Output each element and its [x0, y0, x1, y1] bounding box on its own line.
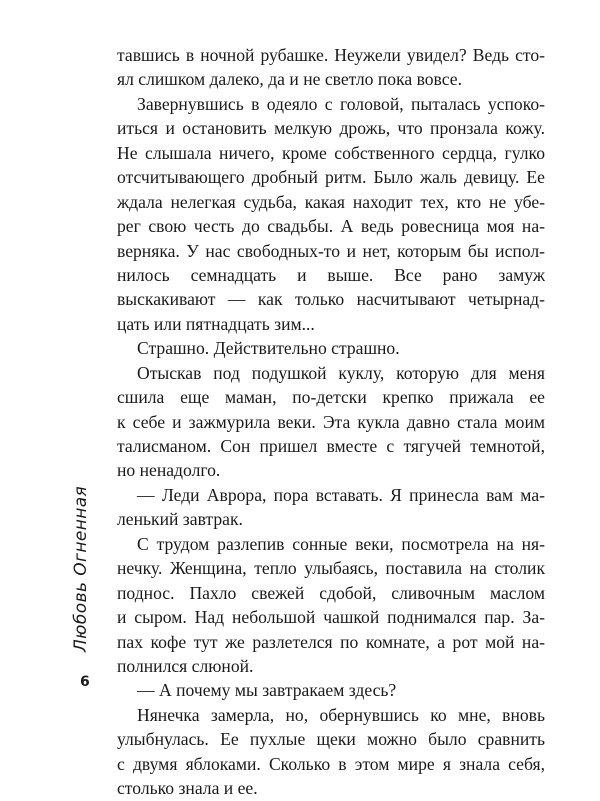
body-text	[117, 43, 545, 801]
text-line: нилось семнадцать и выше. Все рано замуж	[117, 264, 545, 285]
text-line: сшила еще маман, по-детски крепко прижала ее	[117, 387, 545, 408]
text-line: — А почему мы завтракаем здесь?	[137, 680, 397, 701]
text-line: Страшно. Действительно страшно.	[137, 338, 400, 359]
text-line: полнился слюной.	[117, 655, 254, 676]
text-line: Нянечка замерла, но, обернувшись ко мне, вновь	[137, 704, 545, 725]
text-line: тавшись в ночной рубашке. Неужели увидел? Ведь сто-	[117, 45, 545, 65]
text-line: поднос. Пахло свежей сдобой, сливочным маслом	[117, 582, 545, 603]
text-line: выскакивают — как только насчитывают четырнад-	[117, 289, 545, 310]
text-line: отсчитывающего дробный ритм. Было жаль девицу. Ее	[117, 167, 545, 188]
text-line: рег свою честь до свадьбы. А ведь ровесница моя на-	[117, 216, 545, 237]
text-line: С трудом разлепив сонные веки, посмотрела на ня-	[137, 533, 545, 554]
text-line: столько знала и ее.	[117, 778, 258, 799]
text-line: и сыром. Над небольшой чашкой поднимался пар. За-	[117, 607, 545, 628]
text-line: ждала нелегкая судьба, какая находит тех, кто не убе-	[117, 191, 545, 212]
text-line: пах кофе тут же разлетелся по комнате, а рот мой на-	[117, 631, 545, 652]
text-line: Отыскав под подушкой куклу, которую для меня	[137, 362, 545, 383]
text-line: — Леди Аврора, пора вставать. Я принесла вам ма-	[137, 484, 545, 505]
text-line: цать или пятнадцать зим...	[117, 313, 315, 334]
text-line: ленький завтрак.	[117, 509, 243, 530]
text-line: Завернувшись в одеяло с головой, пыталась успоко-	[137, 93, 545, 114]
text-line: талисманом. Сон пришел вместе с тягучей темнотой,	[117, 436, 545, 456]
text-line: верняка. У нас свободных-то и нет, которым бы испол-	[117, 240, 545, 261]
page-number: 6	[80, 674, 90, 690]
text-line: иться и остановить мелкую дрожь, что пронзала кожу.	[117, 118, 545, 139]
text-line: но ненадолго.	[117, 460, 221, 481]
text-line: нечку. Женщина, тепло улыбаясь, поставила на столик	[117, 558, 545, 579]
text-line: с двумя яблоками. Сколько в этом мире я знала себя,	[117, 753, 545, 774]
text-line: ял слишком далеко, да и не светло пока вовсе.	[117, 69, 462, 90]
text-line: улыбнулась. Ее пухлые щеки можно было сравнить	[117, 729, 545, 750]
text-line: Не слышала ничего, кроме собственного сердца, гулко	[117, 142, 545, 163]
text-line: к себе и зажмурила веки. Эта кукла давно стала моим	[117, 411, 545, 432]
book-side-title: Любовь Огненная	[71, 485, 91, 652]
